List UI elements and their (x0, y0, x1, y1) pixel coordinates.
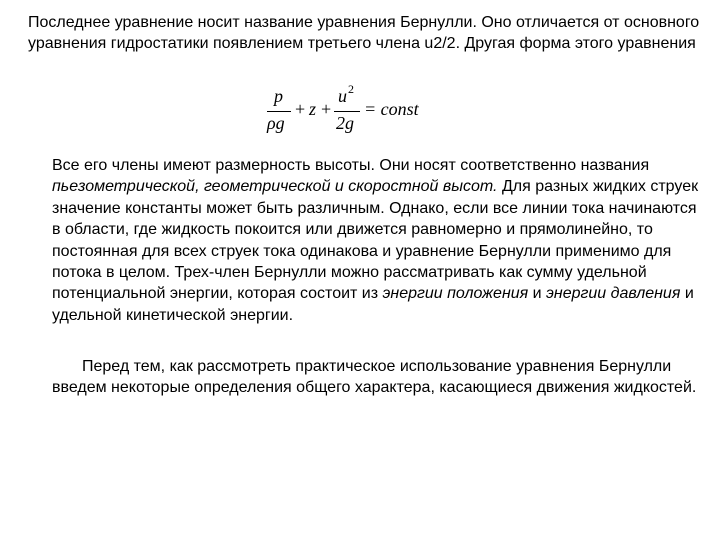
main-paragraph (52, 155, 708, 326)
formula-plus-2: + (321, 99, 332, 119)
formula-rhs-const: = const (364, 99, 419, 119)
text-span: Все его члены имеют размерность высоты. Они носят соответственно названия (52, 157, 650, 174)
text-span: и (528, 285, 547, 303)
formula-denominator-rho-g: ρg (267, 113, 285, 133)
closing-paragraph: Перед тем, как рассмотреть практическое использование уравнения Бернулли введем некоторые определения общего характера, касающиеся движения жидкостей. (52, 358, 697, 397)
formula-numerator-p: p (274, 86, 283, 106)
italic-text-pressure-energy: энергии давления (546, 285, 681, 303)
formula-exponent-2: 2 (348, 82, 354, 96)
formula-z: z (309, 99, 317, 119)
formula-denominator-2g: 2g (336, 113, 354, 133)
italic-text-heights: пьезометрической, геометрической и скоростной высот. (52, 178, 498, 196)
text-span: Для разных жидких струек значение константы может быть различным. Однако, если все линии тока начинаются в области, где жидкость покоится или движется равномерно и прямолинейно, то постоянная для всех струек тока одинакова и уравнение Бернулли применимо для потока в целом. Трех-член Бернулли можно рассматривать как сумму удельной потенциальной энергии, которая состоит из (52, 178, 699, 303)
italic-text-position-energy: энергии положения (382, 285, 529, 303)
text-span: и удельной кинетической энергии. (52, 285, 694, 324)
formula-fraction-bar-2 (334, 111, 360, 112)
formula-plus-1: + (295, 99, 306, 119)
intro-paragraph: Последнее уравнение носит название уравнения Бернулли. Оно отличается от основного уравнения гидростатики появлением третьего члена u2/2. Другая форма этого уравнения (28, 14, 700, 52)
formula-numerator-u: u (338, 86, 347, 106)
bernoulli-formula (264, 82, 434, 138)
formula-fraction-bar-1 (267, 111, 291, 112)
